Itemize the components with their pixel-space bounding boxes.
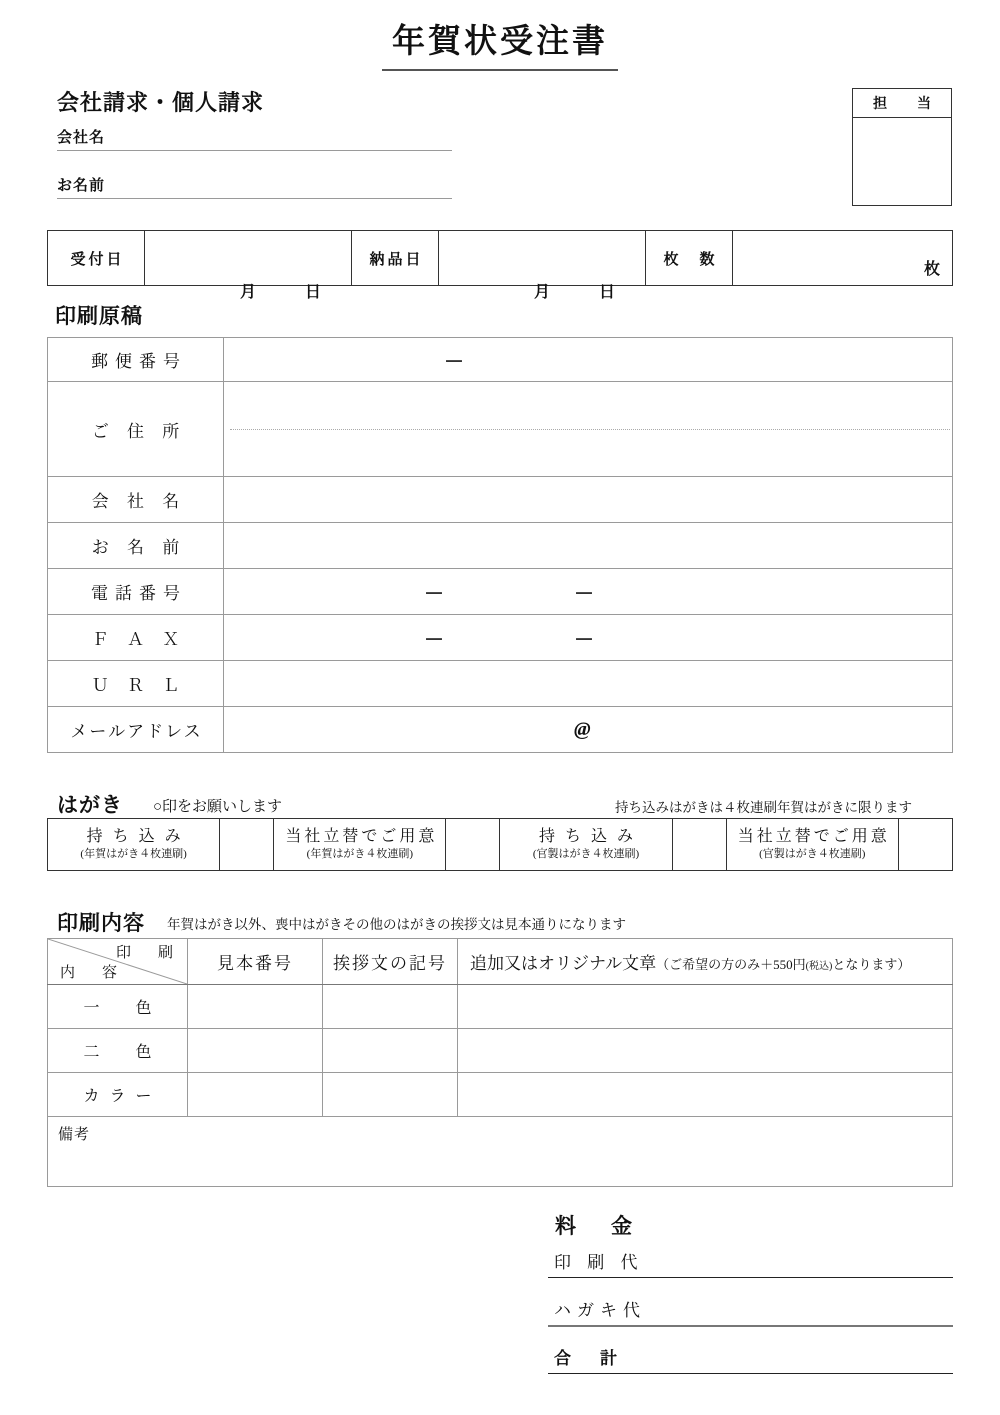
reception-date-input-cell[interactable]	[145, 231, 352, 301]
print-content-cell-1-sample[interactable]	[188, 1029, 323, 1073]
print-content-row-label-1: 二 色	[48, 1029, 188, 1073]
delivery-date-input-cell[interactable]	[439, 231, 646, 301]
table-row	[48, 338, 953, 382]
print-content-cell-0-extra[interactable]	[458, 985, 953, 1029]
manuscript-label-name: お 名 前	[48, 523, 224, 569]
table-row	[48, 477, 953, 523]
reception-date-label-cell	[48, 231, 145, 285]
print-content-note: 年賀はがき以外、喪中はがきその他のはがきの挨拶文は見本通りになります	[167, 917, 626, 932]
page-title-wrapper	[0, 22, 1000, 71]
hagaki-option-2-sub: (官製はがき４枚連刷)	[532, 848, 640, 861]
delivery-month-unit: 月	[533, 284, 551, 301]
print-content-col-greeting-code: 挨拶文の記号	[323, 939, 458, 985]
charge-box-label: 担 当	[853, 89, 951, 118]
print-content-cell-2-sample[interactable]	[188, 1073, 323, 1117]
fee-printing-row[interactable]	[548, 1248, 953, 1278]
print-content-corner-bottom: 内 容	[60, 965, 124, 981]
hagaki-heading: はがき	[57, 793, 123, 817]
table-row	[48, 985, 953, 1029]
print-content-corner-cell	[48, 939, 188, 985]
fax-dash-first: －	[424, 629, 444, 651]
delivery-date-label-cell	[352, 231, 439, 285]
hagaki-checkbox-0[interactable]	[220, 819, 274, 871]
fee-heading: 料 金	[555, 1214, 639, 1238]
zip-dash: －	[444, 351, 464, 373]
hagaki-option-1-sub: (年賀はがき４枚連刷)	[306, 848, 413, 861]
table-row	[48, 569, 953, 615]
hagaki-option-0[interactable]	[48, 819, 220, 871]
print-content-cell-0-sample[interactable]	[188, 985, 323, 1029]
fee-postcard-label: ハガキ代	[554, 1301, 646, 1320]
manuscript-label-url: Ｕ Ｒ Ｌ	[48, 661, 224, 707]
hagaki-option-1-main: 当社立替でご用意	[285, 827, 438, 845]
table-row	[48, 1029, 953, 1073]
table-row	[48, 1073, 953, 1117]
print-content-row-label-0: 一 色	[48, 985, 188, 1029]
table-row	[48, 382, 953, 477]
fee-postcard-row[interactable]	[548, 1296, 953, 1327]
manuscript-heading: 印刷原稿	[55, 304, 143, 328]
manuscript-label-address: ご 住 所	[48, 382, 224, 477]
print-content-col-sample-no: 見本番号	[188, 939, 323, 985]
hagaki-checkbox-3[interactable]	[898, 819, 952, 871]
table-row	[48, 819, 953, 871]
print-content-col-extra-tax: (税込)	[805, 961, 833, 972]
hagaki-option-2-main: 持 ち 込 み	[539, 827, 637, 845]
print-content-col-extra	[458, 939, 953, 985]
charge-box[interactable]	[852, 88, 952, 206]
manuscript-value-fax[interactable]	[224, 615, 953, 661]
table-row	[48, 707, 953, 753]
manuscript-value-company[interactable]	[224, 477, 953, 523]
date-quantity-bar	[47, 230, 953, 301]
hagaki-option-3-sub: (官製はがき４枚連刷)	[759, 848, 866, 861]
print-content-cell-2-extra[interactable]	[458, 1073, 953, 1117]
hagaki-option-3[interactable]	[726, 819, 898, 871]
tel-dash-first: －	[424, 583, 444, 605]
hagaki-options-table	[47, 818, 953, 871]
manuscript-label-company: 会 社 名	[48, 477, 224, 523]
charge-box-input-area[interactable]	[853, 118, 951, 234]
billing-name-field[interactable]	[57, 174, 452, 199]
hagaki-instruction: ○印をお願いします	[153, 799, 283, 815]
billing-company-label: 会社名	[57, 130, 106, 146]
table-row	[48, 661, 953, 707]
billing-company-field[interactable]	[57, 126, 452, 151]
hagaki-option-0-main: 持 ち 込 み	[86, 827, 184, 845]
manuscript-value-email[interactable]	[224, 707, 953, 753]
delivery-date-label: 納品日	[369, 251, 424, 268]
table-row	[48, 615, 953, 661]
table-header-row	[48, 939, 953, 985]
quantity-label: 枚 数	[663, 251, 718, 268]
hagaki-option-1[interactable]	[274, 819, 446, 871]
manuscript-label-email: メールアドレス	[48, 707, 224, 753]
quantity-unit: 枚	[923, 261, 940, 278]
billing-heading: 会社請求・個人請求	[57, 90, 265, 115]
print-content-corner-top: 印 刷	[115, 945, 179, 961]
print-content-cell-0-greeting[interactable]	[323, 985, 458, 1029]
manuscript-value-zip[interactable]	[224, 338, 953, 382]
print-content-col-extra-tail: となります）	[832, 957, 911, 972]
hagaki-note: 持ち込みはがきは４枚連刷年賀はがきに限ります	[615, 800, 912, 815]
hagaki-option-3-main: 当社立替でご用意	[737, 827, 890, 845]
manuscript-table	[47, 337, 953, 753]
print-content-remark-cell[interactable]	[48, 1117, 953, 1187]
quantity-input-cell[interactable]	[733, 231, 952, 285]
fee-total-label: 合 計	[554, 1349, 623, 1368]
hagaki-option-0-sub: (年賀はがき４枚連刷)	[80, 848, 187, 861]
hagaki-option-2[interactable]	[500, 819, 672, 871]
hagaki-checkbox-1[interactable]	[446, 819, 500, 871]
page-title: 年賀状受注書	[382, 22, 618, 71]
manuscript-value-tel[interactable]	[224, 569, 953, 615]
billing-name-label: お名前	[57, 178, 106, 194]
manuscript-label-tel: 電話番号	[48, 569, 224, 615]
print-content-cell-1-extra[interactable]	[458, 1029, 953, 1073]
print-content-col-extra-main: 追加又はオリジナル文章	[470, 954, 657, 973]
reception-day-unit: 日	[304, 284, 321, 301]
tel-dash-second: －	[574, 583, 594, 605]
print-content-row-label-2: カラー	[48, 1073, 188, 1117]
fax-dash-second: －	[574, 629, 594, 651]
reception-month-unit: 月	[239, 284, 257, 301]
print-content-table	[47, 938, 953, 1187]
delivery-day-unit: 日	[598, 284, 615, 301]
manuscript-label-fax: Ｆ Ａ Ｘ	[48, 615, 224, 661]
print-content-remark-label: 備考	[58, 1127, 91, 1143]
manuscript-label-zip: 郵便番号	[48, 338, 224, 382]
fee-printing-label: 印 刷 代	[554, 1253, 644, 1272]
hagaki-checkbox-2[interactable]	[672, 819, 726, 871]
quantity-label-cell	[646, 231, 733, 285]
reception-date-label: 受付日	[70, 251, 125, 268]
fee-total-row[interactable]	[548, 1344, 953, 1374]
manuscript-value-address[interactable]	[224, 382, 953, 477]
print-content-heading: 印刷内容	[57, 911, 145, 935]
print-content-col-extra-note: （ご希望の方のみ＋550円	[656, 957, 806, 972]
address-dotted-guide	[230, 429, 950, 430]
print-content-cell-2-greeting[interactable]	[323, 1073, 458, 1117]
manuscript-value-url[interactable]	[224, 661, 953, 707]
at-sign-icon: @	[574, 718, 591, 740]
print-content-cell-1-greeting[interactable]	[323, 1029, 458, 1073]
table-row	[48, 523, 953, 569]
manuscript-value-name[interactable]	[224, 523, 953, 569]
table-row	[48, 1117, 953, 1187]
